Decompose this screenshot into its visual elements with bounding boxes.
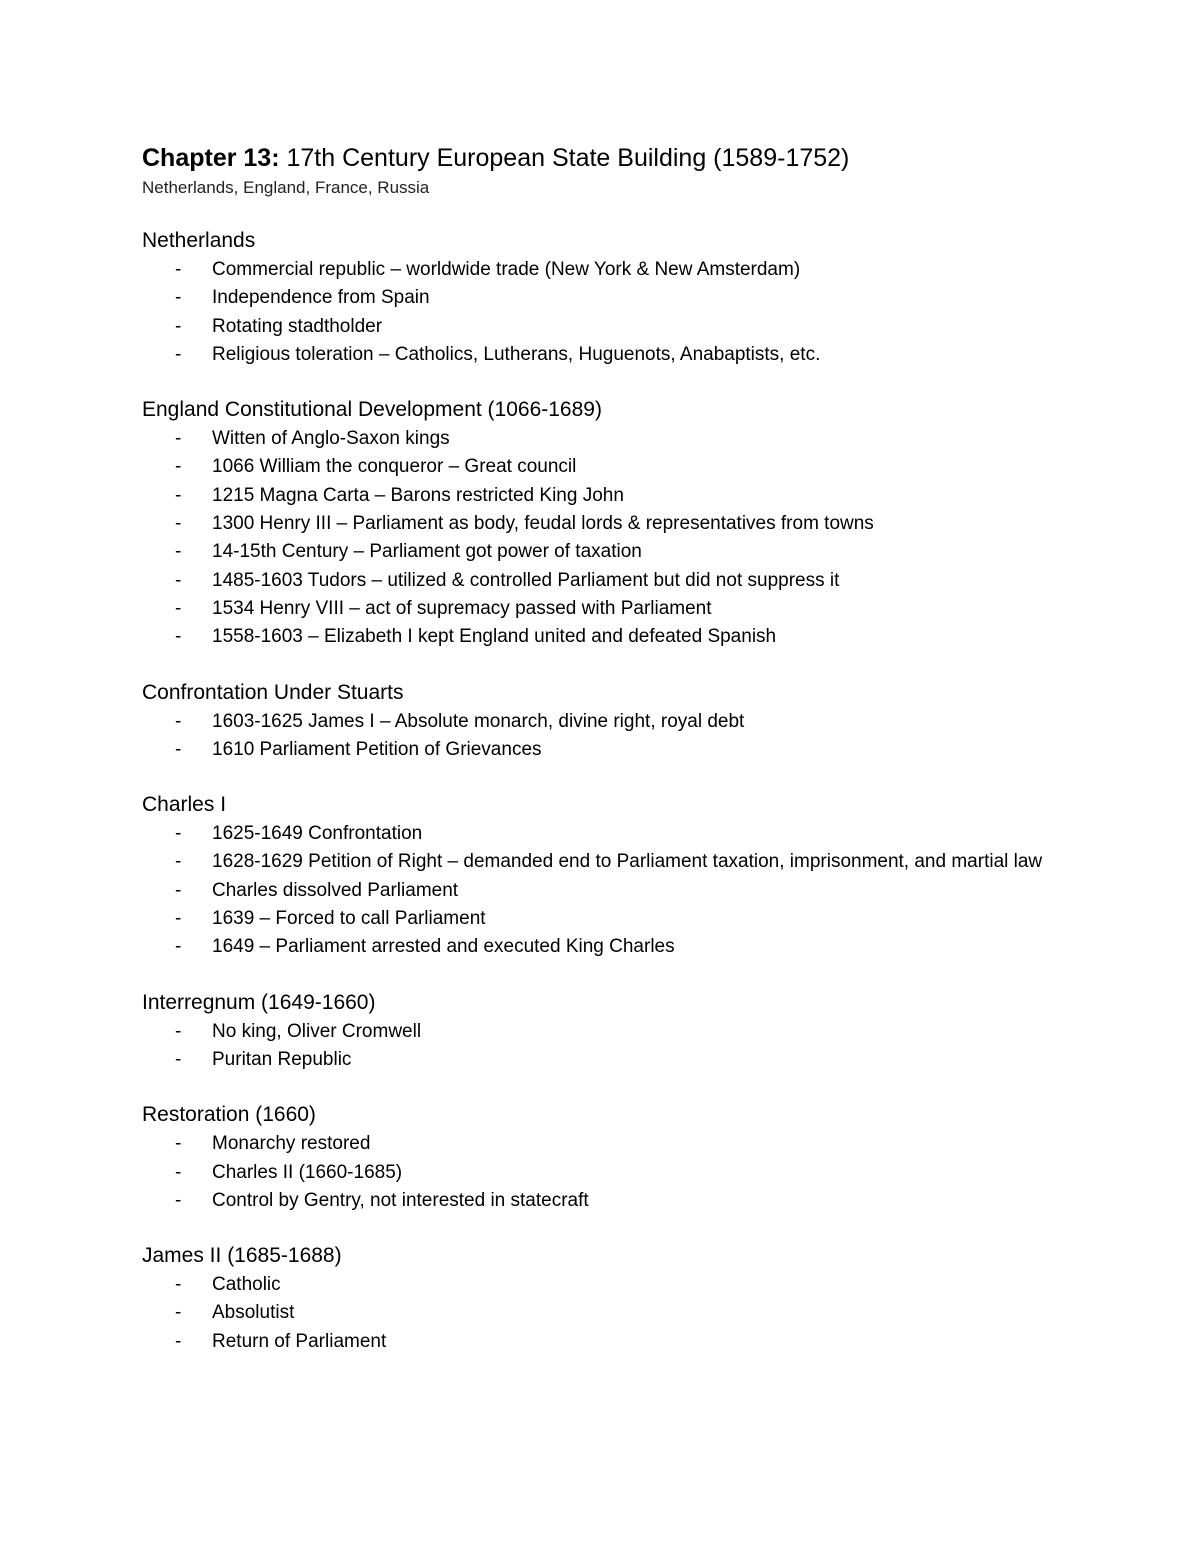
bullet-dash: - (175, 1020, 182, 1042)
section-heading: England Constitutional Development (1066-1689) (142, 398, 602, 422)
list-item-text: 14-15th Century – Parliament got power of taxation (212, 541, 642, 563)
bullet-dash: - (175, 1133, 182, 1155)
bullet-list (142, 425, 1062, 651)
list-item (142, 538, 1062, 566)
list-item (142, 510, 1062, 538)
list-item (142, 313, 1062, 341)
section-heading: Charles I (142, 793, 227, 817)
chapter-label: Chapter 13: (142, 144, 280, 172)
list-item (142, 1187, 1062, 1215)
list-item-text: 1639 – Forced to call Parliament (212, 908, 486, 930)
list-item (142, 425, 1062, 453)
list-item-text: Monarchy restored (212, 1133, 371, 1155)
sections-container (142, 226, 1062, 1356)
list-item (142, 482, 1062, 510)
bullet-dash: - (175, 484, 182, 506)
list-item-text: Independence from Spain (212, 287, 430, 309)
bullet-list (142, 256, 1062, 369)
bullet-list (142, 1271, 1062, 1356)
list-item (142, 1159, 1062, 1187)
section (142, 988, 1062, 1075)
section (142, 790, 1062, 961)
list-item (142, 567, 1062, 595)
list-item-text: 1534 Henry VIII – act of supremacy passed with Parliament (212, 597, 712, 619)
list-item-text: 1485-1603 Tudors – utilized & controlled Parliament but did not suppress it (212, 569, 840, 591)
list-item-text: 1610 Parliament Petition of Grievances (212, 738, 542, 760)
section-heading: Restoration (1660) (142, 1103, 316, 1127)
bullet-dash: - (175, 343, 182, 365)
bullet-dash: - (175, 710, 182, 732)
list-item-text: No king, Oliver Cromwell (212, 1020, 422, 1042)
section (142, 678, 1062, 765)
bullet-dash: - (175, 1161, 182, 1183)
list-item (142, 453, 1062, 481)
bullet-dash: - (175, 541, 182, 563)
bullet-list (142, 820, 1062, 961)
list-item (142, 256, 1062, 284)
bullet-dash: - (175, 259, 182, 280)
list-item (142, 1299, 1062, 1327)
list-item-text: Charles dissolved Parliament (212, 879, 459, 901)
section (142, 395, 1062, 651)
section-heading: Interregnum (1649-1660) (142, 990, 376, 1014)
list-item (142, 341, 1062, 369)
section-heading: Netherlands (142, 229, 256, 252)
bullet-dash: - (175, 513, 182, 535)
list-item-text: Religious toleration – Catholics, Lutherans, Huguenots, Anabaptists, etc. (212, 343, 821, 365)
list-item-text: 1215 Magna Carta – Barons restricted King John (212, 484, 624, 506)
list-item-text: 1603-1625 James I – Absolute monarch, divine right, royal debt (212, 710, 745, 732)
bullet-list (142, 1018, 1062, 1075)
section (142, 1241, 1062, 1356)
list-item-text: Puritan Republic (212, 1048, 352, 1070)
list-item (142, 736, 1062, 764)
bullet-dash: - (175, 908, 182, 930)
list-item-text: 1300 Henry III – Parliament as body, feudal lords & representatives from towns (212, 513, 874, 535)
bullet-dash: - (175, 1274, 182, 1296)
bullet-dash: - (175, 315, 182, 337)
list-item-text: 1628-1629 Petition of Right – demanded end to Parliament taxation, imprisonment, and martial law (212, 851, 1043, 873)
list-item (142, 1018, 1062, 1046)
list-item (142, 623, 1062, 651)
bullet-dash: - (175, 1189, 182, 1211)
bullet-dash: - (175, 1330, 182, 1352)
list-item-text: Charles II (1660-1685) (212, 1161, 403, 1183)
list-item-text: Absolutist (212, 1302, 295, 1324)
list-item (142, 595, 1062, 623)
bullet-list (142, 708, 1062, 765)
bullet-dash: - (175, 851, 182, 873)
bullet-dash: - (175, 738, 182, 760)
bullet-dash: - (175, 1302, 182, 1324)
list-item-text: Return of Parliament (212, 1330, 387, 1352)
bullet-dash: - (175, 569, 182, 591)
bullet-dash: - (175, 936, 182, 958)
list-item (142, 284, 1062, 312)
list-item-text: 1558-1603 – Elizabeth I kept England united and defeated Spanish (212, 626, 777, 648)
bullet-dash: - (175, 879, 182, 901)
list-item (142, 905, 1062, 933)
list-item-text: Catholic (212, 1274, 281, 1296)
bullet-list (142, 1130, 1062, 1215)
list-item-text: Rotating stadtholder (212, 315, 383, 337)
bullet-dash: - (175, 428, 182, 450)
section (142, 1100, 1062, 1215)
list-item (142, 848, 1062, 876)
bullet-dash: - (175, 626, 182, 648)
bullet-dash: - (175, 597, 182, 619)
chapter-title: 17th Century European State Building (1589-1752) (286, 144, 850, 172)
list-item (142, 1046, 1062, 1074)
section-heading: Confrontation Under Stuarts (142, 680, 404, 704)
bullet-dash: - (175, 823, 182, 845)
document-page (142, 140, 1062, 1356)
list-item (142, 1328, 1062, 1356)
list-item-text: 1066 William the conqueror – Great council (212, 456, 577, 478)
bullet-dash: - (175, 1048, 182, 1070)
list-item-text: Witten of Anglo-Saxon kings (212, 428, 450, 450)
page-subtitle: Netherlands, England, France, Russia (142, 178, 430, 197)
list-item-text: Commercial republic – worldwide trade (New York & New Amsterdam) (212, 259, 801, 280)
list-item-text: 1649 – Parliament arrested and executed King Charles (212, 936, 675, 958)
list-item (142, 1130, 1062, 1158)
bullet-dash: - (175, 456, 182, 478)
list-item-text: Control by Gentry, not interested in statecraft (212, 1189, 589, 1211)
section (142, 226, 1062, 369)
list-item (142, 877, 1062, 905)
section-heading: James II (1685-1688) (142, 1244, 342, 1268)
list-item (142, 708, 1062, 736)
list-item (142, 933, 1062, 961)
page-title (142, 140, 1062, 176)
list-item-text: 1625-1649 Confrontation (212, 823, 423, 845)
bullet-dash: - (175, 287, 182, 309)
list-item (142, 1271, 1062, 1299)
list-item (142, 820, 1062, 848)
